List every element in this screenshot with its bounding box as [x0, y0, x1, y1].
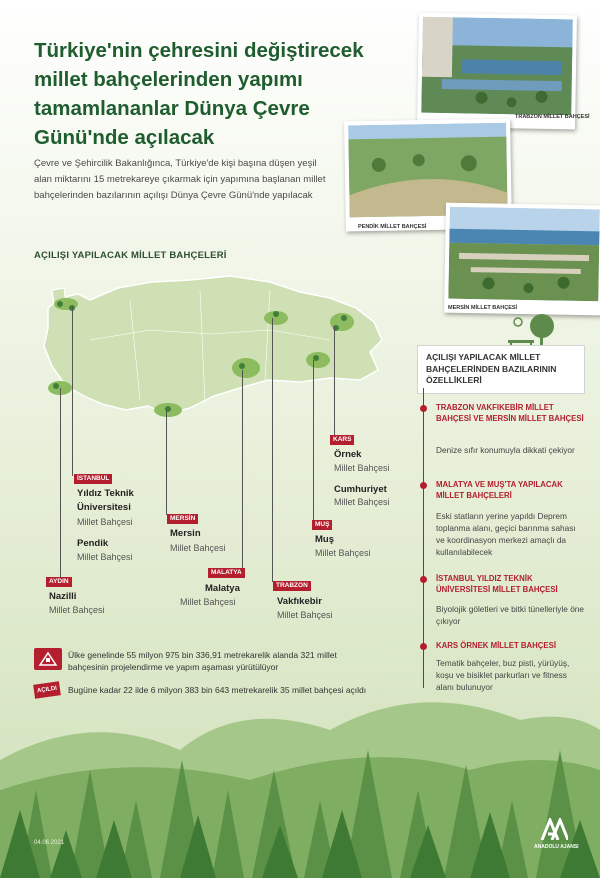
tag-mus: MUŞ	[312, 520, 332, 530]
garden-malatya-name: Malatya	[205, 583, 240, 594]
feature-marker	[420, 405, 427, 412]
opened-badge: AÇILDI	[33, 681, 61, 698]
garden-nazilli-name: Nazilli	[49, 591, 77, 602]
feature-title-2: MALATYA VE MUŞ'TA YAPILACAK MİLLET BAHÇELERİ	[436, 480, 563, 500]
feature-title-4: KARS ÖRNEK MİLLET BAHÇESİ	[436, 641, 556, 650]
forest-illustration	[0, 640, 600, 878]
feature-title-1: TRABZON VAKFIKEBİR MİLLET BAHÇESİ VE MERSİN MİLLET BAHÇESİ	[436, 403, 584, 423]
garden-mus-name: Muş	[315, 534, 334, 545]
garden-pendik-name: Pendik	[77, 538, 109, 549]
garden-vakfikebir-sub: Millet Bahçesi	[277, 610, 333, 620]
garden-mersin-sub: Millet Bahçesi	[170, 543, 226, 553]
garden-mersin-name: Mersin	[170, 528, 201, 539]
tag-malatya: MALATYA	[208, 568, 245, 578]
feature-marker	[420, 576, 427, 583]
mersin-photo-image	[448, 207, 600, 302]
caption-pendik: PENDİK MİLLET BAHÇESİ	[358, 224, 427, 230]
garden-ornek-sub: Millet Bahçesi	[334, 463, 390, 473]
garden-mus-sub: Millet Bahçesi	[315, 548, 371, 558]
feature-text-2: Eski statların yerine yapıldı Deprem toplanma alanı, geçici barınma sahası ve koordinasyon merkezi amaçlı da kullanılabilecek	[436, 511, 576, 557]
feature-text-4: Tematik bahçeler, buz pisti, yürüyüş, koşu ve bisiklet parkurları ve fitness alanı bulunuyor	[436, 658, 570, 692]
region-malatya	[232, 358, 260, 378]
garden-malatya-sub: Millet Bahçesi	[180, 597, 236, 607]
feature-text-1: Denize sıfır konumuyla dikkati çekiyor	[436, 445, 575, 455]
garden-ytu-sub: Millet Bahçesi	[77, 517, 133, 527]
garden-nazilli-sub: Millet Bahçesi	[49, 605, 105, 615]
garden-ornek-name: Örnek	[334, 449, 362, 460]
garden-pendik-sub: Millet Bahçesi	[77, 552, 133, 562]
tag-aydin: AYDIN	[46, 577, 72, 587]
stat-projects: Ülke genelinde 55 milyon 975 bin 336,91 metrekarelik alanda 321 millet bahçesinin projelendirme ve yapım aşaması yürütülüyor	[68, 650, 337, 672]
photo-trabzon	[417, 13, 577, 130]
garden-ytu-name: Yıldız Teknik	[77, 488, 134, 499]
page-title: Türkiye'nin çehresini değiştirecek millet bahçelerinden yapımı tamamlananlar Dünya Çevre Günü'nde açılacak	[34, 39, 364, 149]
tag-kars: KARS	[330, 435, 354, 445]
stat-opened: Bugüne kadar 22 ilde 6 milyon 383 bin 643 metrekarelik 35 millet bahçesi açıldı	[68, 685, 367, 695]
tag-trabzon: TRABZON	[273, 581, 311, 591]
trabzon-photo-image	[421, 17, 573, 116]
tag-istanbul: İSTANBUL	[74, 474, 112, 484]
features-heading: AÇILIŞI YAPILACAK MİLLET BAHÇELERİNDEN BAZILARININ ÖZELLİKLERİ	[417, 345, 585, 394]
aa-logo-icon	[540, 818, 568, 840]
turkey-map	[30, 270, 400, 440]
feature-title-3: İSTANBUL YILDIZ TEKNİK ÜNİVERSİTESİ MİLLET BAHÇESİ	[436, 574, 558, 594]
footer-brand: ANADOLU AJANSI	[534, 844, 579, 850]
caption-mersin: MERSİN MİLLET BAHÇESİ	[448, 305, 518, 311]
garden-vakfikebir-name: Vakfıkebir	[277, 596, 322, 607]
tag-mersin: MERSİN	[167, 514, 198, 524]
feature-text-3: Biyolojik göletleri ve bitki tünelleriyle öne çıkıyor	[436, 604, 585, 626]
photo-mersin	[444, 203, 600, 316]
garden-ytu-name2: Üniversitesi	[77, 502, 131, 513]
caption-trabzon: TRABZON MİLLET BAHÇESİ	[515, 114, 590, 120]
footer-date: 04.06.2021	[34, 840, 65, 846]
map-title: AÇILIŞI YAPILACAK MİLLET BAHÇELERİ	[34, 250, 227, 261]
park-bench-icon	[506, 312, 566, 348]
garden-cumhuriyet-sub: Millet Bahçesi	[334, 497, 390, 507]
feature-marker	[420, 482, 427, 489]
intro-text: Çevre ve Şehircilik Bakanlığınca, Türkiye'de kişi başına düşen yeşil alan miktarını 15 metrekareye çıkarmak için yapımına başlanan millet bahçelerinden bazılarının açılışı Dünya Çevre Günü'nde yapılacak	[34, 158, 326, 201]
garden-cumhuriyet-name: Cumhuriyet	[334, 484, 387, 495]
